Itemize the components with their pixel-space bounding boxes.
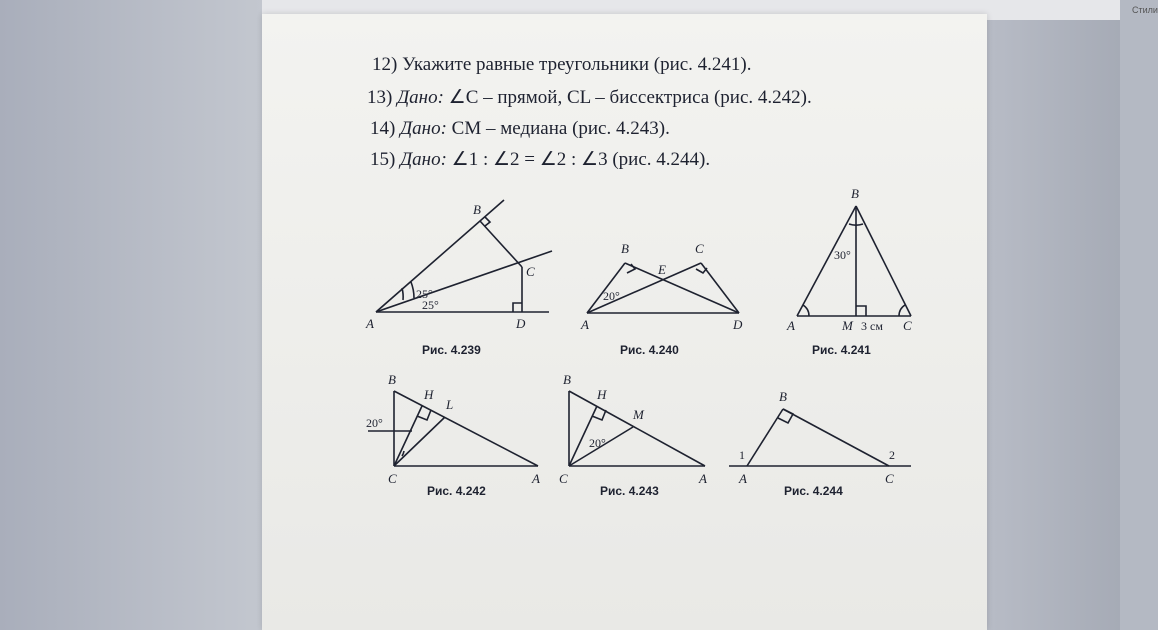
fig241-caption: Рис. 4.241: [812, 343, 871, 357]
fig242-label-c: C: [388, 471, 397, 486]
fig244-angle-1: 1: [739, 448, 745, 462]
fig241-label-c: C: [903, 318, 912, 333]
figure-4-241: [787, 184, 922, 344]
fig244-caption: Рис. 4.244: [784, 484, 843, 498]
task-13: 13) Дано: ∠C – прямой, CL – биссектриса (рис. 4.242).: [367, 87, 812, 108]
task-15: 15) Дано: ∠1 : ∠2 = ∠2 : ∠3 (рис. 4.244).: [370, 149, 711, 170]
fig244-label-c: C: [885, 471, 894, 486]
task-12: 12) Укажите равные треугольники (рис. 4.241).: [372, 54, 752, 75]
fig243-angle: 20°: [589, 436, 606, 450]
fig242-angle: 20°: [366, 416, 383, 430]
styles-group-label[interactable]: Стили: [1132, 5, 1158, 15]
fig239-label-d: D: [516, 316, 526, 331]
fig242-label-h: H: [424, 387, 434, 402]
fig239-label-a: A: [366, 316, 374, 331]
fig242-label-a: A: [532, 471, 540, 486]
fig243-label-a: A: [699, 471, 707, 486]
fig240-label-e: E: [658, 262, 666, 277]
fig243-label-h: H: [597, 387, 607, 402]
fig240-label-a: A: [581, 317, 589, 332]
fig243-label-m: M: [633, 407, 644, 422]
fig241-angle: 30°: [834, 248, 851, 262]
fig240-label-b: B: [621, 241, 629, 256]
fig242-label-l: L: [446, 397, 454, 412]
fig241-label-m: M: [842, 318, 853, 333]
figure-4-243: [557, 369, 717, 494]
fig244-angle-2: 2: [889, 448, 895, 462]
fig239-caption: Рис. 4.239: [422, 343, 481, 357]
fig239-angle-1: 25°: [416, 287, 433, 301]
fig241-label-a: A: [787, 318, 795, 333]
fig240-label-c: C: [695, 241, 704, 256]
fig244-label-b: B: [779, 389, 787, 404]
fig242-label-b: B: [388, 372, 396, 387]
task-14: 14) Дано: CM – медиана (рис. 4.243).: [370, 118, 670, 139]
fig239-label-b: B: [473, 202, 481, 217]
fig242-caption: Рис. 4.242: [427, 484, 486, 498]
document-page: [262, 14, 987, 630]
desktop-background-left: [0, 0, 262, 630]
fig241-measure: 3 см: [861, 319, 883, 333]
fig239-label-c: C: [526, 264, 535, 279]
fig243-label-c: C: [559, 471, 568, 486]
fig243-label-b: B: [563, 372, 571, 387]
fig241-label-b: B: [851, 186, 859, 201]
fig239-angle-2: 25°: [422, 298, 439, 312]
desktop-background-right: [985, 0, 1120, 630]
figure-4-244: [725, 379, 915, 489]
figure-4-240: [577, 229, 752, 349]
figure-4-242: [362, 369, 552, 494]
figure-4-239: [362, 194, 562, 344]
fig243-caption: Рис. 4.243: [600, 484, 659, 498]
fig240-label-d: D: [733, 317, 743, 332]
fig240-caption: Рис. 4.240: [620, 343, 679, 357]
fig244-label-a: A: [739, 471, 747, 486]
fig240-angle: 20°: [603, 289, 620, 303]
